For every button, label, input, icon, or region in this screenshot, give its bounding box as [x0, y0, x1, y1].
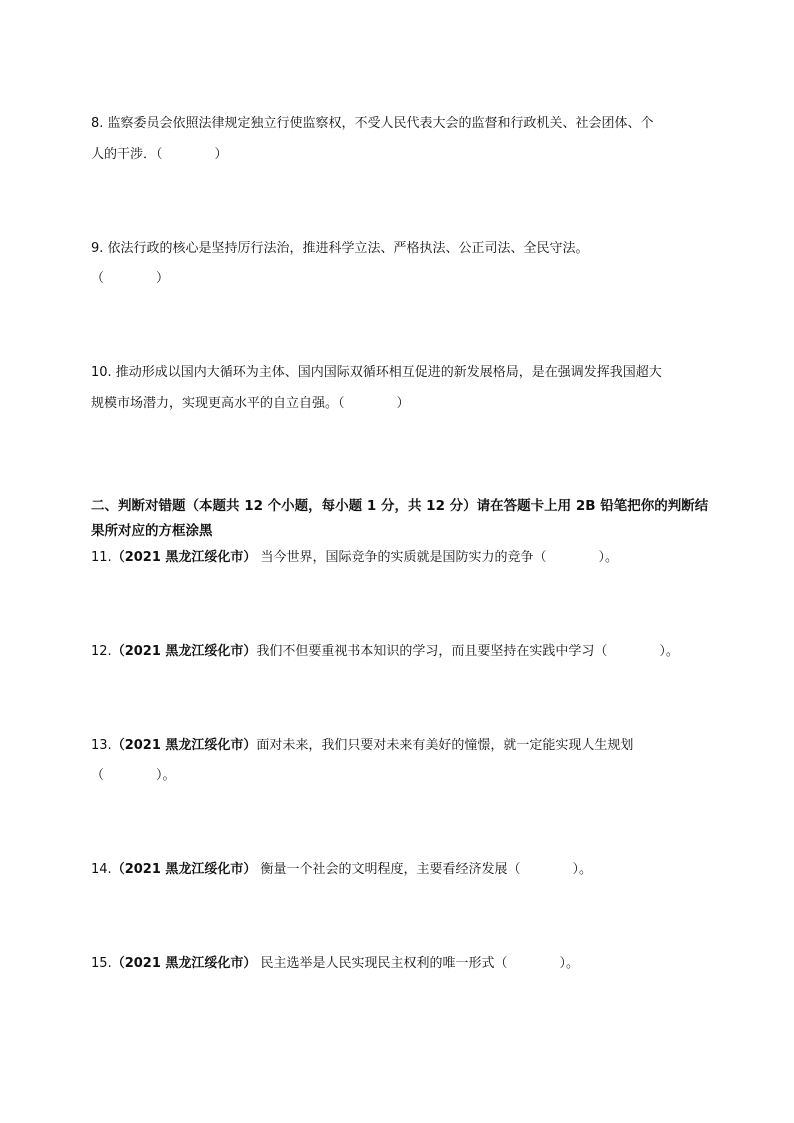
question-number: 14.: [91, 862, 112, 877]
question-source: （2021 黑龙江绥化市）: [111, 550, 257, 565]
question-text: 衡量一个社会的文明程度，主要看经济发展（ ）。: [256, 862, 593, 877]
question-8-line1: 8. 监察委员会依照法律规定独立行使监察权，不受人民代表大会的监督和行政机关、社会团体、个: [91, 116, 654, 131]
section-2-heading-line1: 二、判断对错题（本题共 12 个小题，每小题 1 分，共 12 分）请在答题卡上用 2B 铅笔把你的判断结: [91, 498, 709, 514]
question-12: [91, 643, 679, 661]
question-15: [91, 955, 579, 973]
question-number: 15.: [91, 956, 112, 971]
section-2-heading-line2: 果所对应的方框涂黑: [91, 523, 213, 539]
question-source: （2021 黑龙江绥化市）: [111, 738, 257, 753]
question-source: （2021 黑龙江绥化市）: [111, 862, 257, 877]
question-10-line1: 10. 推动形成以国内大循环为主体、国内国际双循环相互促进的新发展格局，是在强调发挥我国超大: [91, 365, 662, 380]
question-number: 12.: [91, 644, 112, 659]
question-number: 11.: [91, 550, 112, 565]
question-text: 面对未来，我们只要对未来有美好的憧憬，就一定能实现人生规划: [256, 738, 634, 753]
question-9-line2: （ ）: [91, 271, 170, 286]
question-14: [91, 861, 592, 879]
question-13: [91, 737, 633, 755]
question-text: 我们不但要重视书本知识的学习，而且要坚持在实践中学习（ ）。: [256, 644, 679, 659]
question-10-line2: 规模市场潜力，实现更高水平的自立自强。（ ）: [91, 396, 410, 411]
question-9-line1: 9. 依法行政的核心是坚持厉行法治，推进科学立法、严格执法、公正司法、全民守法。: [91, 241, 589, 256]
question-source: （2021 黑龙江绥化市）: [111, 644, 257, 659]
question-11: [91, 549, 618, 567]
question-number: 13.: [91, 738, 112, 753]
question-text: 民主选举是人民实现民主权利的唯一形式（ ）。: [256, 956, 580, 971]
question-text: 当今世界，国际竞争的实质就是国防实力的竞争（ ）。: [256, 550, 619, 565]
question-13-line2: （ ）。: [91, 768, 176, 783]
question-8-line2: 人的干涉．（ ）: [91, 147, 228, 162]
question-source: （2021 黑龙江绥化市）: [111, 956, 257, 971]
